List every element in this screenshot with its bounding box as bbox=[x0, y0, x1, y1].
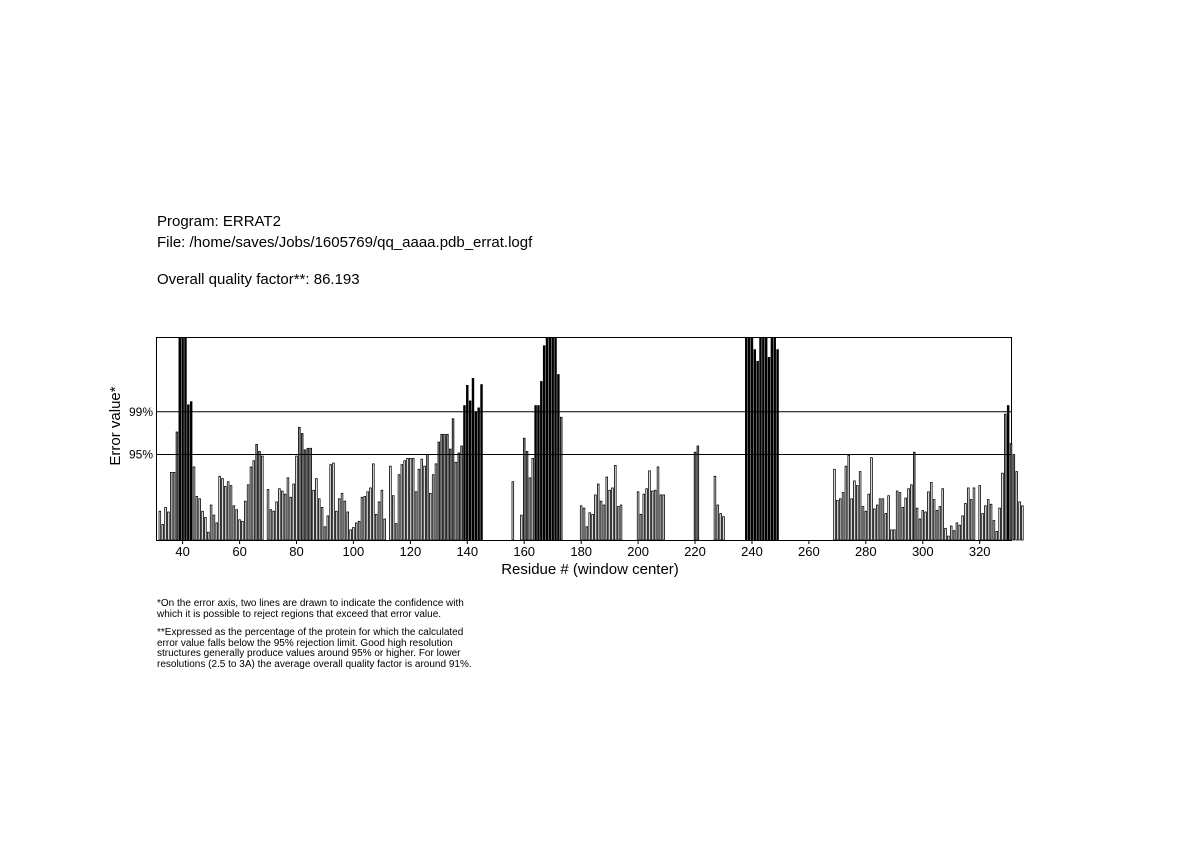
x-tick-label: 260 bbox=[798, 544, 820, 559]
bar-residue-317 bbox=[970, 500, 972, 540]
bar-residue-209 bbox=[663, 495, 665, 540]
footnote-2-line-3: structures generally produce values around 95% or higher. For lower bbox=[157, 648, 461, 659]
bar-residue-201 bbox=[640, 514, 642, 540]
bar-residue-166 bbox=[540, 382, 542, 540]
bar-residue-204 bbox=[649, 471, 651, 540]
bar-residue-95 bbox=[338, 499, 340, 540]
bar-residue-248 bbox=[774, 338, 776, 540]
bar-residue-182 bbox=[586, 527, 588, 540]
bar-residue-71 bbox=[270, 510, 272, 540]
bar-residue-332 bbox=[1013, 455, 1015, 540]
bar-residue-78 bbox=[290, 497, 292, 540]
bar-residue-40 bbox=[182, 338, 184, 540]
x-axis-ticks bbox=[175, 540, 990, 559]
bar-residue-46 bbox=[199, 499, 201, 540]
bar-residue-45 bbox=[196, 496, 198, 540]
bar-residue-39 bbox=[179, 338, 181, 540]
bar-residue-311 bbox=[953, 531, 955, 540]
bar-residue-122 bbox=[415, 492, 417, 540]
bar-residue-121 bbox=[412, 458, 414, 540]
bar-residue-297 bbox=[913, 452, 915, 540]
bar-residue-144 bbox=[478, 408, 480, 540]
bar-residue-111 bbox=[384, 519, 386, 540]
bar-residue-156 bbox=[512, 482, 514, 540]
bar-residue-242 bbox=[757, 361, 759, 540]
bar-residue-323 bbox=[987, 500, 989, 540]
bar-residue-74 bbox=[279, 489, 281, 540]
bar-residue-97 bbox=[344, 501, 346, 540]
bar-residue-80 bbox=[296, 456, 298, 540]
bar-residue-43 bbox=[190, 402, 192, 540]
bar-residue-115 bbox=[395, 524, 397, 540]
bar-residue-171 bbox=[555, 338, 557, 540]
bar-residue-307 bbox=[942, 489, 944, 540]
bar-residue-303 bbox=[930, 483, 932, 540]
bar-residue-313 bbox=[959, 525, 961, 540]
threshold-label-99: 99% bbox=[128, 404, 153, 419]
bar-residue-280 bbox=[865, 511, 867, 540]
bar-residue-62 bbox=[244, 501, 246, 540]
bar-residue-315 bbox=[965, 503, 967, 540]
bar-residue-304 bbox=[933, 500, 935, 540]
y-axis-label: Error value* bbox=[107, 386, 124, 466]
bar-residue-316 bbox=[967, 488, 969, 540]
bar-residue-141 bbox=[469, 401, 471, 540]
bar-residue-238 bbox=[745, 338, 747, 540]
bar-residue-331 bbox=[1010, 444, 1012, 540]
bar-residue-63 bbox=[247, 485, 249, 540]
bar-residue-188 bbox=[603, 505, 605, 540]
bar-residue-160 bbox=[523, 438, 525, 540]
program-label: Program: ERRAT2 bbox=[157, 213, 281, 230]
bar-residue-56 bbox=[227, 482, 229, 540]
bar-residue-36 bbox=[170, 472, 172, 540]
bar-residue-282 bbox=[871, 458, 873, 540]
bar-residue-145 bbox=[481, 385, 483, 540]
bar-residue-335 bbox=[1022, 506, 1024, 540]
bar-residue-243 bbox=[760, 338, 762, 540]
bar-residue-310 bbox=[950, 526, 952, 540]
bar-residue-169 bbox=[549, 338, 551, 540]
bar-residue-136 bbox=[455, 462, 457, 540]
bar-residue-191 bbox=[612, 488, 614, 540]
bar-residue-293 bbox=[902, 507, 904, 540]
bar-residue-320 bbox=[979, 486, 981, 540]
x-tick-label: 220 bbox=[684, 544, 706, 559]
bar-residue-302 bbox=[928, 492, 930, 540]
footnote-2-line-2: error value falls below the 95% rejection limit. Good high resolution bbox=[157, 637, 453, 649]
bar-residue-164 bbox=[535, 406, 537, 540]
footnote-1-line-2: which it is possible to reject regions that exceed that error value. bbox=[157, 608, 442, 620]
bar-residue-131 bbox=[441, 434, 443, 540]
bar-residue-88 bbox=[318, 499, 320, 540]
bar-residue-106 bbox=[370, 488, 372, 540]
bar-residue-68 bbox=[262, 456, 264, 540]
bar-residue-239 bbox=[748, 338, 750, 540]
bar-residue-180 bbox=[580, 506, 582, 540]
bar-residue-58 bbox=[233, 506, 235, 540]
bar-residue-330 bbox=[1007, 406, 1009, 540]
bars-group bbox=[159, 338, 1023, 540]
bar-residue-334 bbox=[1019, 502, 1021, 540]
bar-residue-118 bbox=[404, 461, 406, 540]
bar-residue-279 bbox=[862, 507, 864, 540]
bar-residue-286 bbox=[882, 499, 884, 540]
bar-residue-271 bbox=[839, 499, 841, 540]
bar-residue-285 bbox=[879, 499, 881, 540]
bar-residue-168 bbox=[546, 338, 548, 540]
bar-residue-327 bbox=[999, 508, 1001, 540]
bar-residue-291 bbox=[896, 491, 898, 540]
bar-residue-124 bbox=[421, 459, 423, 540]
bar-residue-140 bbox=[466, 385, 468, 540]
bar-residue-85 bbox=[310, 448, 312, 540]
bar-residue-328 bbox=[1002, 473, 1004, 540]
bar-residue-41 bbox=[185, 338, 187, 540]
bar-residue-208 bbox=[660, 495, 662, 540]
bar-residue-273 bbox=[845, 466, 847, 540]
bar-residue-89 bbox=[321, 507, 323, 540]
bar-residue-184 bbox=[592, 514, 594, 540]
bar-residue-281 bbox=[868, 494, 870, 540]
bar-residue-59 bbox=[236, 510, 238, 540]
bar-residue-277 bbox=[856, 486, 858, 540]
footnote-2 bbox=[157, 628, 472, 670]
bar-residue-186 bbox=[597, 484, 599, 540]
bar-residue-102 bbox=[358, 521, 360, 540]
bar-residue-227 bbox=[714, 476, 716, 540]
bar-residue-295 bbox=[908, 489, 910, 540]
bar-residue-79 bbox=[293, 484, 295, 540]
x-tick-label: 40 bbox=[175, 544, 190, 559]
x-tick-label: 200 bbox=[627, 544, 649, 559]
bar-residue-305 bbox=[936, 510, 938, 540]
bar-residue-309 bbox=[948, 536, 950, 540]
bar-residue-57 bbox=[230, 486, 232, 540]
bar-residue-240 bbox=[751, 338, 753, 540]
bar-residue-72 bbox=[273, 511, 275, 540]
bar-residue-76 bbox=[284, 494, 286, 540]
bar-residue-129 bbox=[435, 464, 437, 540]
bar-residue-96 bbox=[341, 493, 343, 540]
bar-residue-321 bbox=[982, 514, 984, 540]
bar-residue-306 bbox=[939, 507, 941, 540]
bar-residue-37 bbox=[173, 472, 175, 540]
bar-residue-100 bbox=[353, 528, 355, 540]
bar-residue-107 bbox=[373, 464, 375, 540]
bar-residue-274 bbox=[848, 455, 850, 540]
bar-residue-165 bbox=[538, 406, 540, 540]
bar-residue-48 bbox=[205, 517, 207, 540]
bar-residue-33 bbox=[162, 524, 164, 540]
bar-residue-94 bbox=[336, 511, 338, 540]
bar-residue-220 bbox=[694, 452, 696, 540]
bar-residue-194 bbox=[620, 505, 622, 540]
bar-residue-244 bbox=[763, 338, 765, 540]
footnote-2-line-4: resolutions (2.5 to 3A) the average overall quality factor is around 91%. bbox=[157, 658, 472, 670]
bar-residue-35 bbox=[168, 512, 170, 540]
bar-residue-93 bbox=[333, 463, 335, 540]
bar-residue-50 bbox=[210, 505, 212, 540]
bar-residue-206 bbox=[654, 490, 656, 540]
bar-residue-137 bbox=[458, 453, 460, 540]
bar-residue-278 bbox=[859, 472, 861, 540]
bar-residue-329 bbox=[1004, 414, 1006, 540]
bar-residue-135 bbox=[452, 419, 454, 540]
bar-residue-133 bbox=[447, 434, 449, 540]
bar-residue-205 bbox=[652, 491, 654, 540]
bar-residue-289 bbox=[891, 530, 893, 540]
bar-residue-189 bbox=[606, 477, 608, 540]
overall-quality-factor: Overall quality factor**: 86.193 bbox=[157, 271, 360, 288]
bar-residue-275 bbox=[851, 499, 853, 540]
bar-residue-99 bbox=[350, 530, 352, 540]
bar-residue-290 bbox=[893, 530, 895, 540]
bar-residue-113 bbox=[390, 466, 392, 540]
bar-residue-65 bbox=[253, 461, 255, 540]
x-tick-label: 120 bbox=[399, 544, 422, 559]
x-tick-label: 300 bbox=[911, 544, 934, 559]
bar-residue-247 bbox=[771, 338, 773, 540]
bar-residue-64 bbox=[250, 467, 252, 540]
bar-residue-173 bbox=[560, 417, 562, 540]
bar-residue-117 bbox=[401, 465, 403, 540]
bar-residue-324 bbox=[990, 504, 992, 540]
bar-residue-183 bbox=[589, 513, 591, 540]
bar-residue-86 bbox=[313, 490, 315, 540]
bar-residue-120 bbox=[410, 458, 412, 540]
bar-residue-167 bbox=[543, 346, 545, 540]
bar-residue-246 bbox=[768, 357, 770, 540]
bar-residue-326 bbox=[996, 531, 998, 540]
bar-residue-98 bbox=[347, 512, 349, 540]
bar-residue-276 bbox=[854, 481, 856, 540]
bar-residue-312 bbox=[956, 523, 958, 540]
bar-residue-90 bbox=[324, 527, 326, 540]
bar-residue-185 bbox=[595, 495, 597, 540]
bar-residue-296 bbox=[911, 485, 913, 540]
bar-residue-116 bbox=[398, 475, 400, 540]
bar-residue-172 bbox=[558, 375, 560, 540]
bar-residue-200 bbox=[637, 492, 639, 540]
x-tick-label: 160 bbox=[513, 544, 536, 559]
bar-residue-308 bbox=[945, 528, 947, 540]
bar-residue-193 bbox=[617, 507, 619, 540]
bar-residue-73 bbox=[276, 502, 278, 540]
bar-residue-66 bbox=[256, 444, 258, 540]
bar-residue-75 bbox=[281, 491, 283, 540]
bar-residue-61 bbox=[242, 521, 244, 540]
bar-residue-229 bbox=[720, 514, 722, 540]
x-tick-label: 140 bbox=[456, 544, 479, 559]
x-axis-label: Residue # (window center) bbox=[501, 561, 679, 578]
bar-residue-49 bbox=[207, 532, 209, 540]
bar-residue-123 bbox=[418, 469, 420, 540]
bar-residue-126 bbox=[427, 455, 429, 540]
bar-residue-325 bbox=[993, 521, 995, 540]
bar-residue-245 bbox=[765, 338, 767, 540]
bar-residue-284 bbox=[876, 505, 878, 540]
threshold-label-95: 95% bbox=[128, 447, 153, 462]
bar-residue-87 bbox=[316, 479, 318, 540]
threshold-lines bbox=[129, 405, 1011, 462]
bar-residue-38 bbox=[176, 432, 178, 540]
bar-residue-272 bbox=[842, 493, 844, 540]
bar-residue-60 bbox=[239, 520, 241, 540]
bar-residue-105 bbox=[367, 492, 369, 540]
bar-residue-51 bbox=[213, 515, 215, 540]
bar-residue-91 bbox=[327, 516, 329, 540]
bar-residue-163 bbox=[532, 458, 534, 540]
bar-residue-230 bbox=[723, 517, 725, 540]
bar-residue-92 bbox=[330, 465, 332, 540]
bar-residue-119 bbox=[407, 458, 409, 540]
bar-residue-159 bbox=[521, 515, 523, 540]
bar-residue-314 bbox=[962, 516, 964, 540]
bar-residue-104 bbox=[364, 496, 366, 540]
bar-residue-32 bbox=[159, 511, 161, 540]
bar-residue-187 bbox=[600, 501, 602, 540]
bar-residue-322 bbox=[985, 506, 987, 540]
bar-residue-207 bbox=[657, 467, 659, 540]
x-tick-label: 80 bbox=[289, 544, 304, 559]
bar-residue-70 bbox=[267, 490, 269, 541]
bar-residue-283 bbox=[874, 509, 876, 540]
bar-residue-190 bbox=[609, 490, 611, 540]
bar-residue-143 bbox=[475, 412, 477, 540]
x-tick-label: 320 bbox=[968, 544, 991, 559]
bar-residue-103 bbox=[361, 497, 363, 540]
bar-residue-170 bbox=[552, 338, 554, 540]
bar-residue-34 bbox=[165, 507, 167, 540]
bar-residue-298 bbox=[916, 508, 918, 540]
bar-residue-287 bbox=[885, 514, 887, 540]
bar-residue-134 bbox=[449, 449, 451, 540]
bar-residue-81 bbox=[299, 427, 301, 540]
bar-residue-55 bbox=[225, 486, 227, 540]
footnote-1 bbox=[157, 599, 464, 620]
bar-residue-138 bbox=[461, 446, 463, 540]
bar-residue-249 bbox=[777, 350, 779, 540]
bar-residue-125 bbox=[424, 466, 426, 540]
bar-residue-127 bbox=[429, 493, 431, 540]
x-tick-label: 240 bbox=[741, 544, 763, 559]
bar-residue-109 bbox=[378, 502, 380, 540]
bar-residue-181 bbox=[583, 508, 585, 540]
bar-residue-110 bbox=[381, 490, 383, 540]
footnote-2-line-1: **Expressed as the percentage of the protein for which the calculated bbox=[157, 627, 464, 638]
bar-residue-84 bbox=[307, 448, 309, 540]
bar-residue-77 bbox=[287, 478, 289, 540]
bar-residue-162 bbox=[529, 478, 531, 540]
bar-residue-203 bbox=[646, 489, 648, 540]
bar-residue-294 bbox=[905, 498, 907, 540]
bar-residue-108 bbox=[375, 514, 377, 540]
bar-residue-44 bbox=[193, 467, 195, 540]
x-tick-label: 280 bbox=[854, 544, 877, 559]
bar-residue-53 bbox=[219, 476, 221, 540]
bar-residue-292 bbox=[899, 493, 901, 540]
bar-residue-202 bbox=[643, 494, 645, 540]
bar-residue-139 bbox=[464, 406, 466, 540]
file-path: File: /home/saves/Jobs/1605769/qq_aaaa.pdb_errat.logf bbox=[157, 234, 533, 251]
x-tick-label: 180 bbox=[570, 544, 593, 559]
bar-residue-299 bbox=[919, 519, 921, 540]
bar-residue-301 bbox=[925, 512, 927, 540]
bar-residue-192 bbox=[614, 465, 616, 540]
bar-residue-142 bbox=[472, 378, 474, 540]
x-tick-label: 60 bbox=[232, 544, 247, 559]
bar-residue-300 bbox=[922, 510, 924, 540]
bar-residue-83 bbox=[304, 450, 306, 540]
bar-residue-130 bbox=[438, 442, 440, 540]
bar-residue-67 bbox=[259, 451, 261, 540]
bar-residue-241 bbox=[754, 350, 756, 540]
bar-residue-333 bbox=[1016, 472, 1018, 540]
bar-residue-161 bbox=[526, 451, 528, 540]
bar-residue-52 bbox=[216, 523, 218, 540]
footnote-1-line-1: *On the error axis, two lines are drawn to indicate the confidence with bbox=[157, 598, 464, 609]
bar-residue-114 bbox=[392, 496, 394, 540]
bar-residue-288 bbox=[888, 496, 890, 540]
bar-residue-42 bbox=[187, 405, 189, 540]
x-tick-label: 100 bbox=[342, 544, 365, 559]
bar-residue-128 bbox=[432, 475, 434, 540]
bar-residue-318 bbox=[973, 488, 975, 540]
bar-residue-101 bbox=[355, 523, 357, 540]
bar-residue-82 bbox=[301, 434, 303, 540]
bar-residue-221 bbox=[697, 446, 699, 540]
bar-residue-269 bbox=[834, 469, 836, 540]
bar-residue-47 bbox=[202, 511, 204, 540]
bar-residue-228 bbox=[717, 505, 719, 540]
bar-residue-54 bbox=[222, 479, 224, 540]
bar-residue-270 bbox=[837, 500, 839, 540]
bar-residue-132 bbox=[444, 434, 446, 540]
